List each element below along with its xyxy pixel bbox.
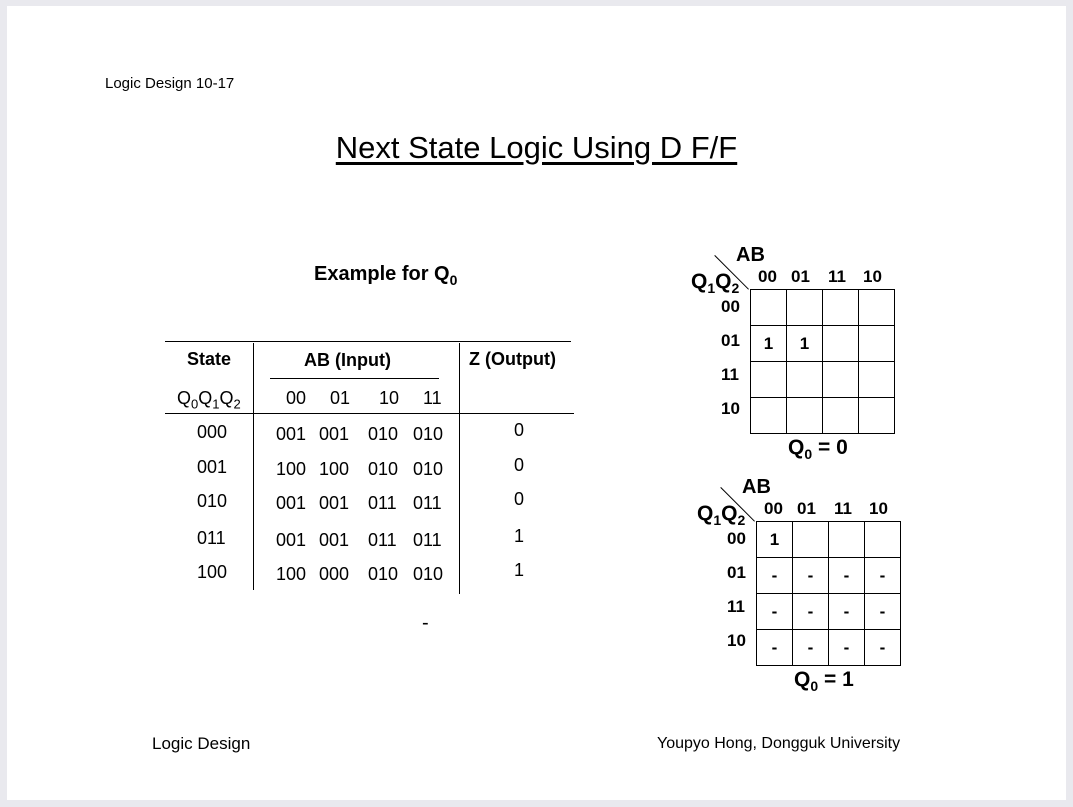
kmap-cell: [787, 362, 823, 398]
kmap-q1q2-label: $Q_1Q_2$: [697, 502, 746, 529]
next-state-cell: 100: [276, 459, 307, 479]
next-state-cell: 010: [368, 424, 399, 444]
next-state-cell: 011: [368, 530, 397, 550]
next-state-cell: 010: [413, 424, 444, 444]
input-code-00: 00: [286, 388, 307, 408]
next-state-cell: 010: [413, 564, 444, 584]
col-output-header: Z (Output): [469, 349, 556, 369]
kmap-row-label: 00: [721, 297, 740, 316]
table-header-rule: [165, 413, 574, 414]
kmap-col-label: 00: [764, 499, 783, 518]
kmap-col-label: 00: [758, 267, 777, 286]
kmap-cell: [859, 326, 895, 362]
slide-header: Logic Design 10-17: [105, 75, 235, 92]
kmap-cell: [829, 522, 865, 558]
footer-right: Youpyo Hong, Dongguk University: [657, 735, 901, 752]
output-cell: 0: [514, 489, 525, 509]
kmap-cell: [823, 398, 859, 434]
input-code-10: 10: [379, 388, 400, 408]
input-code-11: 11: [423, 388, 442, 408]
kmap-cell: -: [757, 558, 793, 594]
kmap-cell: -: [865, 630, 901, 666]
kmap-row-label: 01: [721, 331, 740, 350]
input-code-01: 01: [330, 388, 351, 408]
table-divider-left: [253, 343, 254, 590]
kmap-cell: [751, 398, 787, 434]
kmap-cell: [823, 290, 859, 326]
kmap-cell: -: [793, 630, 829, 666]
next-state-cell: 100: [319, 459, 350, 479]
state-label: $Q_0Q_1Q_2$: [177, 388, 241, 412]
kmap-col-label: 10: [869, 499, 888, 518]
next-state-cell: 001: [319, 493, 350, 513]
state-cell: 100: [197, 562, 228, 582]
kmap-cell: [751, 290, 787, 326]
kmap-cell: [793, 522, 829, 558]
kmap-caption: $Q_0 = 0$: [788, 436, 848, 463]
kmap-q1q2-label: $Q_1Q_2$: [691, 270, 740, 297]
kmap-ab-label: AB: [742, 476, 771, 498]
kmap-grid: [750, 289, 895, 434]
kmap-col-label: 10: [863, 267, 882, 286]
output-cell: 0: [514, 420, 525, 440]
next-state-cell: 001: [276, 530, 307, 550]
state-cell: 011: [197, 528, 226, 548]
kmap-cell: -: [757, 630, 793, 666]
kmap-col-label: 01: [797, 499, 816, 518]
output-cell: 1: [514, 560, 525, 580]
kmap-cell: -: [829, 558, 865, 594]
page-title: Next State Logic Using D F/F: [335, 130, 738, 165]
kmap-cell: 1: [757, 522, 793, 558]
kmap-grid: [756, 521, 901, 666]
kmap-row-label: 00: [727, 529, 746, 548]
example-heading: Example for $Q_0$: [314, 263, 458, 288]
kmap-cell: [823, 326, 859, 362]
next-state-cell: 000: [319, 564, 350, 584]
kmap-cell: 1: [751, 326, 787, 362]
kmap-cell: -: [829, 594, 865, 630]
kmap-cell: -: [865, 558, 901, 594]
kmap-cell: [859, 362, 895, 398]
kmap-row-label: 01: [727, 563, 746, 582]
kmap-caption: $Q_0 = 1$: [794, 668, 854, 695]
kmap-cell: [859, 290, 895, 326]
kmap-cell: -: [829, 630, 865, 666]
next-state-cell: 001: [276, 493, 307, 513]
kmap-col-label: 11: [828, 267, 846, 286]
kmap-cell: [751, 362, 787, 398]
next-state-cell: 011: [413, 493, 442, 513]
next-state-cell: 010: [413, 459, 444, 479]
kmap-cell: -: [865, 594, 901, 630]
kmap-cell: -: [757, 594, 793, 630]
next-state-cell: 001: [276, 424, 307, 444]
state-cell: 000: [197, 422, 228, 442]
kmap-cell: -: [793, 558, 829, 594]
state-cell: 010: [197, 491, 228, 511]
next-state-cell: 010: [368, 564, 399, 584]
next-state-cell: 010: [368, 459, 399, 479]
kmap-col-label: 01: [791, 267, 810, 286]
next-state-cell: 001: [319, 530, 350, 550]
kmap-row-label: 10: [727, 631, 746, 650]
next-state-cell: 011: [368, 493, 397, 513]
dash-mark: -: [422, 612, 429, 634]
col-state-header: State: [187, 349, 232, 369]
kmap-col-label: 11: [834, 499, 852, 518]
state-cell: 001: [197, 457, 228, 477]
kmap-cell: [787, 290, 823, 326]
kmap-cell: [823, 362, 859, 398]
kmap-cell: -: [793, 594, 829, 630]
next-state-cell: 100: [276, 564, 307, 584]
kmap-row-label: 11: [721, 365, 739, 384]
footer-left: Logic Design: [152, 734, 251, 753]
input-header-rule: [270, 378, 439, 379]
kmap-cell: 1: [787, 326, 823, 362]
slide: [7, 6, 1066, 800]
output-cell: 1: [514, 526, 525, 546]
next-state-cell: 001: [319, 424, 350, 444]
kmap-cell: [859, 398, 895, 434]
table-divider-right: [459, 343, 460, 594]
table-top-rule: [165, 341, 571, 342]
next-state-cell: 011: [413, 530, 442, 550]
col-input-header: AB (Input): [304, 350, 391, 370]
kmap-row-label: 11: [727, 597, 745, 616]
kmap-cell: [787, 398, 823, 434]
kmap-cell: [865, 522, 901, 558]
kmap-row-label: 10: [721, 399, 740, 418]
output-cell: 0: [514, 455, 525, 475]
kmap-ab-label: AB: [736, 244, 765, 266]
